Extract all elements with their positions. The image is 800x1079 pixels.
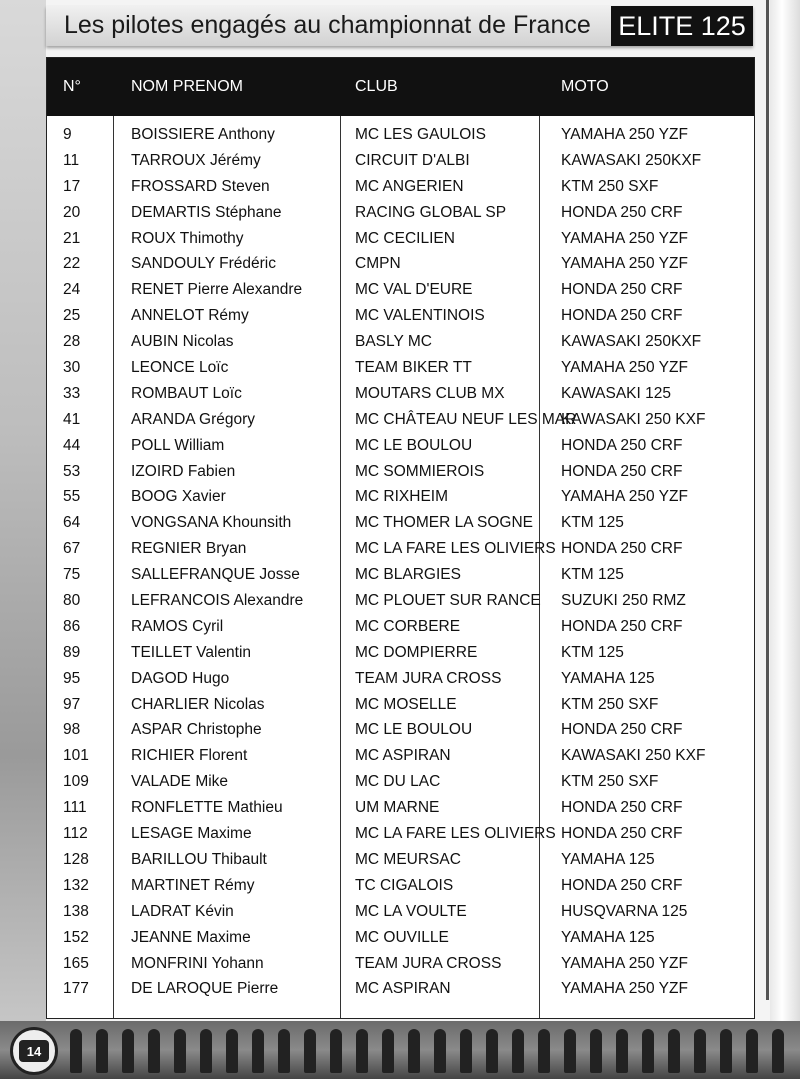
pilot-number: 41 — [63, 410, 81, 428]
pilot-number: 64 — [63, 514, 81, 532]
table-row — [47, 562, 754, 588]
table-row — [47, 459, 754, 485]
pilot-name: ANNELOT Rémy — [131, 307, 249, 325]
rider-silhouette — [96, 1029, 108, 1073]
pilot-club: MC DU LAC — [355, 773, 441, 791]
pilot-number: 138 — [63, 902, 89, 920]
pilot-moto: YAMAHA 250 YZF — [561, 488, 688, 506]
pilot-name: LEFRANCOIS Alexandre — [131, 592, 304, 610]
pilot-name: MONFRINI Yohann — [131, 954, 264, 972]
rider-silhouette — [512, 1029, 524, 1073]
table-row — [47, 821, 754, 847]
pilot-name: VONGSANA Khounsith — [131, 514, 292, 532]
pilot-club: MC PLOUET SUR RANCE — [355, 592, 541, 610]
pilot-moto: YAMAHA 250 YZF — [561, 359, 688, 377]
pilot-number: 55 — [63, 488, 81, 506]
pilots-table — [46, 57, 755, 1019]
table-row — [47, 510, 754, 536]
pilot-club: MC RIXHEIM — [355, 488, 448, 506]
pilot-club: MC BLARGIES — [355, 566, 461, 584]
rider-silhouette — [720, 1029, 732, 1073]
pilot-name: LADRAT Kévin — [131, 902, 234, 920]
header-name: NOM PRENOM — [131, 78, 243, 95]
table-header — [47, 58, 754, 116]
pilot-name: BOOG Xavier — [131, 488, 226, 506]
pilot-club: MC CHÂTEAU NEUF LES MAR — [355, 410, 577, 428]
pilot-number: 67 — [63, 540, 81, 558]
table-row — [47, 614, 754, 640]
rider-silhouette — [226, 1029, 238, 1073]
pilot-name: LESAGE Maxime — [131, 825, 252, 843]
table-row — [47, 847, 754, 873]
pilot-name: DEMARTIS Stéphane — [131, 203, 282, 221]
pilot-number: 53 — [63, 462, 81, 480]
pilot-name: ROUX Thimothy — [131, 229, 244, 247]
rider-silhouette — [642, 1029, 654, 1073]
pilot-number: 25 — [63, 307, 81, 325]
rider-silhouette — [122, 1029, 134, 1073]
pilot-name: DAGOD Hugo — [131, 669, 230, 687]
pilot-moto: KTM 125 — [561, 566, 624, 584]
pilot-number: 11 — [63, 151, 80, 169]
pilot-club: MC LES GAULOIS — [355, 126, 486, 143]
table-row — [47, 640, 754, 666]
pilot-moto: HONDA 250 CRF — [561, 721, 683, 739]
table-row — [47, 951, 754, 977]
pilot-moto: KAWASAKI 250KXF — [561, 151, 702, 169]
pilot-number: 101 — [63, 747, 89, 765]
pilot-club: MC LE BOULOU — [355, 721, 473, 739]
pilot-moto: HONDA 250 CRF — [561, 617, 683, 635]
rider-silhouette — [772, 1029, 784, 1073]
pilot-name: TARROUX Jérémy — [131, 151, 261, 169]
pilot-moto: KAWASAKI 250KXF — [561, 333, 702, 351]
table-row — [47, 303, 754, 329]
pilot-moto: YAMAHA 250 YZF — [561, 255, 688, 273]
pilot-number: 152 — [63, 928, 89, 946]
pilot-name: MARTINET Rémy — [131, 876, 255, 894]
rider-silhouette — [434, 1029, 446, 1073]
rider-silhouette — [746, 1029, 758, 1073]
rider-silhouette — [174, 1029, 186, 1073]
header-club: CLUB — [355, 78, 398, 95]
pilot-name: BARILLOU Thibault — [131, 850, 267, 868]
pilot-number: 112 — [63, 825, 88, 843]
pilot-moto: HONDA 250 CRF — [561, 799, 683, 817]
table-row — [47, 588, 754, 614]
pilot-moto: KTM 250 SXF — [561, 695, 659, 713]
table-row — [47, 200, 754, 226]
pilot-name: DE LAROQUE Pierre — [131, 980, 279, 998]
pilot-moto: YAMAHA 250 YZF — [561, 980, 688, 998]
pilot-number: 75 — [63, 566, 81, 584]
pilot-number: 80 — [63, 592, 81, 610]
table-row — [47, 174, 754, 200]
pilot-moto: HONDA 250 CRF — [561, 540, 683, 558]
rider-silhouette — [148, 1029, 160, 1073]
pilot-number: 28 — [63, 333, 81, 351]
pilot-club: UM MARNE — [355, 799, 440, 817]
rider-silhouette — [252, 1029, 264, 1073]
pilot-name: SALLEFRANQUE Josse — [131, 566, 300, 584]
pilot-name: IZOIRD Fabien — [131, 462, 236, 480]
pilot-club: MC LE BOULOU — [355, 436, 473, 454]
pilot-club: RACING GLOBAL SP — [355, 203, 507, 221]
pilot-club: CMPN — [355, 255, 401, 273]
table-row — [47, 226, 754, 252]
bottom-photo-band — [0, 1021, 800, 1079]
pilot-name: POLL William — [131, 436, 225, 454]
pilot-name: ARANDA Grégory — [131, 410, 256, 428]
pilot-club: MC LA VOULTE — [355, 902, 467, 920]
pilot-moto: KAWASAKI 250 KXF — [561, 410, 706, 428]
table-row — [47, 148, 754, 174]
rider-silhouette — [590, 1029, 602, 1073]
rider-silhouette — [304, 1029, 316, 1073]
pilot-moto: KTM 250 SXF — [561, 177, 659, 195]
pilot-club: TEAM JURA CROSS — [355, 954, 502, 972]
rider-silhouette — [486, 1029, 498, 1073]
title-bar — [46, 6, 753, 46]
pilot-number: 33 — [63, 384, 81, 402]
pilot-name: BOISSIERE Anthony — [131, 126, 275, 143]
pilot-name: RAMOS Cyril — [131, 617, 224, 635]
pilot-club: MC ANGERIEN — [355, 177, 464, 195]
pilot-club: CIRCUIT D'ALBI — [355, 151, 470, 169]
pilot-number: 89 — [63, 643, 81, 661]
pilot-moto: HUSQVARNA 125 — [561, 902, 688, 920]
table-row — [47, 329, 754, 355]
pilot-club: MC MOSELLE — [355, 695, 457, 713]
pilot-number: 86 — [63, 617, 81, 635]
table-row — [47, 769, 754, 795]
rider-silhouette — [278, 1029, 290, 1073]
pilot-moto: KTM 125 — [561, 643, 624, 661]
pilot-number: 95 — [63, 669, 81, 687]
rider-silhouette — [330, 1029, 342, 1073]
table-body — [47, 122, 754, 1002]
table-row — [47, 251, 754, 277]
table-row — [47, 717, 754, 743]
header-moto: MOTO — [561, 78, 609, 95]
pilot-moto: YAMAHA 125 — [561, 928, 655, 946]
rider-silhouette — [538, 1029, 550, 1073]
pilot-club: MC SOMMIEROIS — [355, 462, 485, 480]
table-row — [47, 899, 754, 925]
pilot-number: 24 — [63, 281, 81, 299]
pilot-moto: HONDA 250 CRF — [561, 203, 683, 221]
pilot-moto: YAMAHA 250 YZF — [561, 126, 688, 143]
table-row — [47, 355, 754, 381]
table-row — [47, 122, 754, 148]
header-number: N° — [63, 78, 81, 95]
rider-silhouette — [70, 1029, 82, 1073]
pilot-name: TEILLET Valentin — [131, 643, 252, 661]
table-row — [47, 536, 754, 562]
pilot-number: 128 — [63, 850, 89, 868]
pilot-moto: HONDA 250 CRF — [561, 876, 683, 894]
pilot-moto: YAMAHA 250 YZF — [561, 954, 688, 972]
pilot-club: MC THOMER LA SOGNE — [355, 514, 533, 532]
rider-silhouette — [616, 1029, 628, 1073]
pilot-number: 177 — [63, 980, 89, 998]
pilot-number: 17 — [63, 177, 81, 195]
pilot-name: REGNIER Bryan — [131, 540, 247, 558]
pilot-number: 20 — [63, 203, 81, 221]
pilot-club: MC VALENTINOIS — [355, 307, 485, 325]
pilot-club: MC CECILIEN — [355, 229, 455, 247]
pilot-club: TC CIGALOIS — [355, 876, 454, 894]
pilot-name: FROSSARD Steven — [131, 177, 270, 195]
pilot-name: AUBIN Nicolas — [131, 333, 234, 351]
pilot-number: 109 — [63, 773, 89, 791]
pilot-number: 21 — [63, 229, 81, 247]
rider-silhouette — [460, 1029, 472, 1073]
table-row — [47, 433, 754, 459]
pilot-club: MC ASPIRAN — [355, 747, 451, 765]
pilot-club: MC DOMPIERRE — [355, 643, 478, 661]
pilot-number: 165 — [63, 954, 89, 972]
pilot-name: LEONCE Loïc — [131, 359, 229, 377]
pilot-moto: HONDA 250 CRF — [561, 825, 683, 843]
pilot-moto: HONDA 250 CRF — [561, 436, 683, 454]
table-row — [47, 407, 754, 433]
pilot-number: 97 — [63, 695, 81, 713]
pilot-club: MC OUVILLE — [355, 928, 449, 946]
pilot-number: 44 — [63, 436, 81, 454]
rider-silhouette — [694, 1029, 706, 1073]
page-title: Les pilotes engagés au championnat de France — [64, 11, 591, 39]
pilot-name: RENET Pierre Alexandre — [131, 281, 303, 299]
pilot-club: TEAM JURA CROSS — [355, 669, 502, 687]
category-badge: ELITE 125 — [611, 6, 753, 46]
pilot-name: SANDOULY Frédéric — [131, 255, 276, 273]
rider-silhouette — [200, 1029, 212, 1073]
table-row — [47, 666, 754, 692]
pilot-number: 9 — [63, 126, 72, 143]
table-row — [47, 873, 754, 899]
pilot-name: CHARLIER Nicolas — [131, 695, 265, 713]
pilot-moto: YAMAHA 125 — [561, 669, 655, 687]
pilot-club: MC ASPIRAN — [355, 980, 451, 998]
rider-silhouette — [668, 1029, 680, 1073]
table-row — [47, 976, 754, 1002]
pilot-club: MC LA FARE LES OLIVIERS — [355, 825, 556, 843]
left-photo-strip — [0, 0, 46, 1079]
pilot-name: RONFLETTE Mathieu — [131, 799, 283, 817]
page-number: 14 — [19, 1040, 49, 1062]
pilot-club: MC MEURSAC — [355, 850, 461, 868]
rider-silhouette — [564, 1029, 576, 1073]
pilot-number: 22 — [63, 255, 81, 273]
pilot-moto: YAMAHA 250 YZF — [561, 229, 688, 247]
pilot-club: TEAM BIKER TT — [355, 359, 472, 377]
pilot-name: ROMBAUT Loïc — [131, 384, 242, 402]
table-row — [47, 277, 754, 303]
pilot-moto: KTM 250 SXF — [561, 773, 659, 791]
pilot-number: 98 — [63, 721, 81, 739]
page-fold-line — [766, 0, 769, 1000]
pilot-moto: HONDA 250 CRF — [561, 462, 683, 480]
pilot-moto: HONDA 250 CRF — [561, 281, 683, 299]
pilot-moto: YAMAHA 125 — [561, 850, 655, 868]
pilot-number: 132 — [63, 876, 89, 894]
right-page-edge — [770, 0, 800, 1079]
rider-silhouette — [356, 1029, 368, 1073]
pilot-moto: KAWASAKI 125 — [561, 384, 671, 402]
pilot-moto: HONDA 250 CRF — [561, 307, 683, 325]
pilot-name: ASPAR Christophe — [131, 721, 262, 739]
table-row — [47, 484, 754, 510]
pilot-moto: KTM 125 — [561, 514, 624, 532]
club-logo — [10, 1027, 58, 1075]
pilot-name: RICHIER Florent — [131, 747, 248, 765]
pilot-name: VALADE Mike — [131, 773, 229, 791]
pilot-club: MC VAL D'EURE — [355, 281, 473, 299]
pilot-moto: KAWASAKI 250 KXF — [561, 747, 706, 765]
table-row — [47, 692, 754, 718]
pilot-club: MC CORBERE — [355, 617, 461, 635]
pilot-club: MC LA FARE LES OLIVIERS — [355, 540, 556, 558]
pilot-moto: SUZUKI 250 RMZ — [561, 592, 686, 610]
pilot-number: 30 — [63, 359, 81, 377]
pilot-name: JEANNE Maxime — [131, 928, 251, 946]
pilot-club: BASLY MC — [355, 333, 432, 351]
table-row — [47, 743, 754, 769]
table-row — [47, 795, 754, 821]
table-row — [47, 381, 754, 407]
table-row — [47, 925, 754, 951]
pilot-number: 111 — [63, 799, 87, 817]
rider-silhouette — [382, 1029, 394, 1073]
pilot-club: MOUTARS CLUB MX — [355, 384, 505, 402]
rider-silhouette — [408, 1029, 420, 1073]
